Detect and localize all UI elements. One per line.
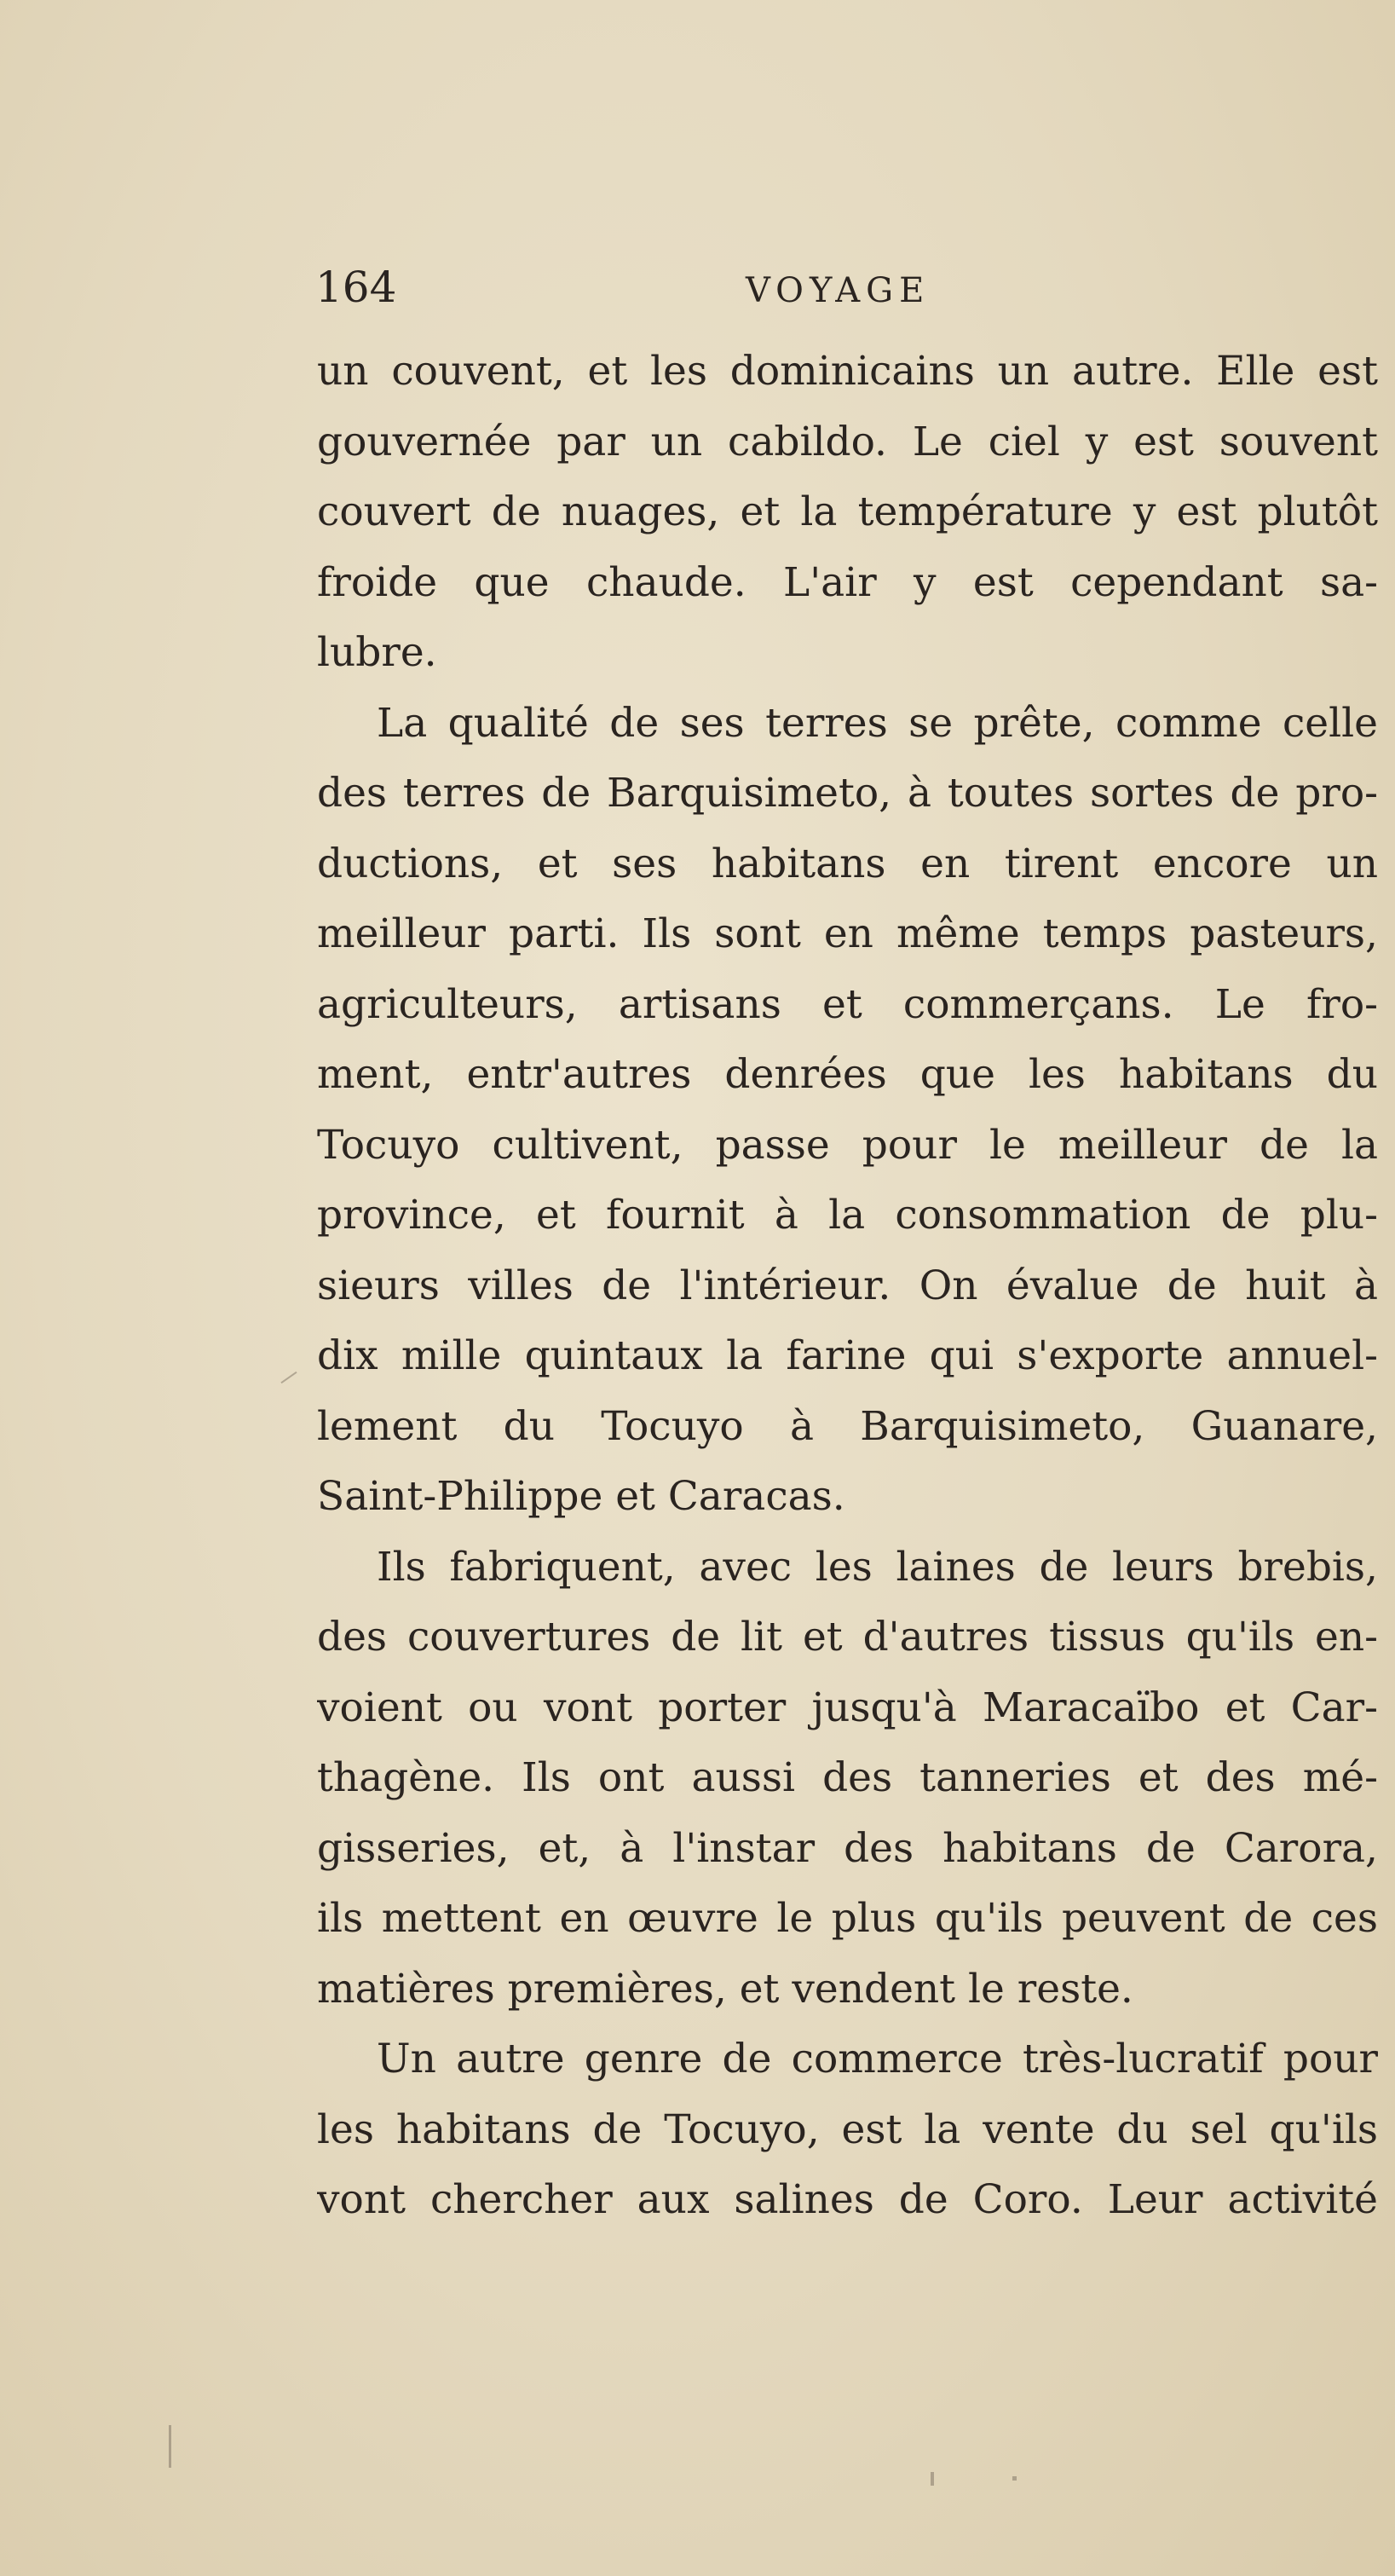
text-line: agriculteurs, artisans et commerçans. Le fro-: [317, 980, 1378, 1028]
text-line: Tocuyo cultivent, passe pour le meilleur de la: [317, 1121, 1378, 1169]
running-head: VOYAGE: [746, 271, 931, 310]
text-line: ductions, et ses habitans en tirent encore un: [317, 840, 1378, 887]
text-line: Ils fabriquent, avec les laines de leurs brebis,: [377, 1543, 1378, 1591]
text-line: gisseries, et, à l'instar des habitans de Carora,: [317, 1824, 1378, 1872]
text-line: thagène. Ils ont aussi des tanneries et des mé-: [317, 1754, 1378, 1801]
text-line: meilleur parti. Ils sont en même temps pasteurs,: [317, 910, 1378, 957]
text-line: voient ou vont porter jusqu'à Maracaïbo et Car-: [317, 1684, 1378, 1731]
text-line: gouvernée par un cabildo. Le ciel y est souvent: [317, 418, 1378, 465]
paper-speck: [931, 2472, 934, 2486]
page-header: [315, 257, 1167, 317]
text-line: matières premières, et vendent le reste.: [317, 1965, 1133, 2013]
text-line: sieurs villes de l'intérieur. On évalue de huit à: [317, 1262, 1378, 1309]
body-text: [317, 337, 1378, 2236]
text-line: couvert de nuages, et la température y est plutôt: [317, 488, 1378, 535]
text-line: Saint-Philippe et Caracas.: [317, 1473, 845, 1520]
text-line: des terres de Barquisimeto, à toutes sortes de pro-: [317, 770, 1378, 817]
page-number: 164: [315, 263, 397, 312]
paper-speck: [1012, 2476, 1017, 2481]
text-line: lubre.: [317, 629, 437, 676]
text-line: des couvertures de lit et d'autres tissus qu'ils en-: [317, 1614, 1378, 1661]
text-line: ils mettent en œuvre le plus qu'ils peuvent de ces: [317, 1895, 1378, 1942]
text-line: un couvent, et les dominicains un autre. Elle est: [317, 348, 1378, 395]
text-line: les habitans de Tocuyo, est la vente du sel qu'ils: [317, 2105, 1378, 2153]
text-line: lement du Tocuyo à Barquisimeto, Guanare,: [317, 1402, 1378, 1450]
text-line: province, et fournit à la consommation de plu-: [317, 1192, 1378, 1239]
text-line: La qualité de ses terres se prête, comme celle: [377, 699, 1378, 747]
text-line: dix mille quintaux la farine qui s'exporte annuel-: [317, 1332, 1378, 1379]
paper-speck: [169, 2425, 171, 2468]
text-line: ment, entr'autres denrées que les habitans du: [317, 1051, 1378, 1098]
text-line: froide que chaude. L'air y est cependant sa-: [317, 558, 1378, 606]
text-line: vont chercher aux salines de Coro. Leur activité: [317, 2176, 1378, 2223]
text-line: Un autre genre de commerce très-lucratif pour: [377, 2036, 1378, 2082]
